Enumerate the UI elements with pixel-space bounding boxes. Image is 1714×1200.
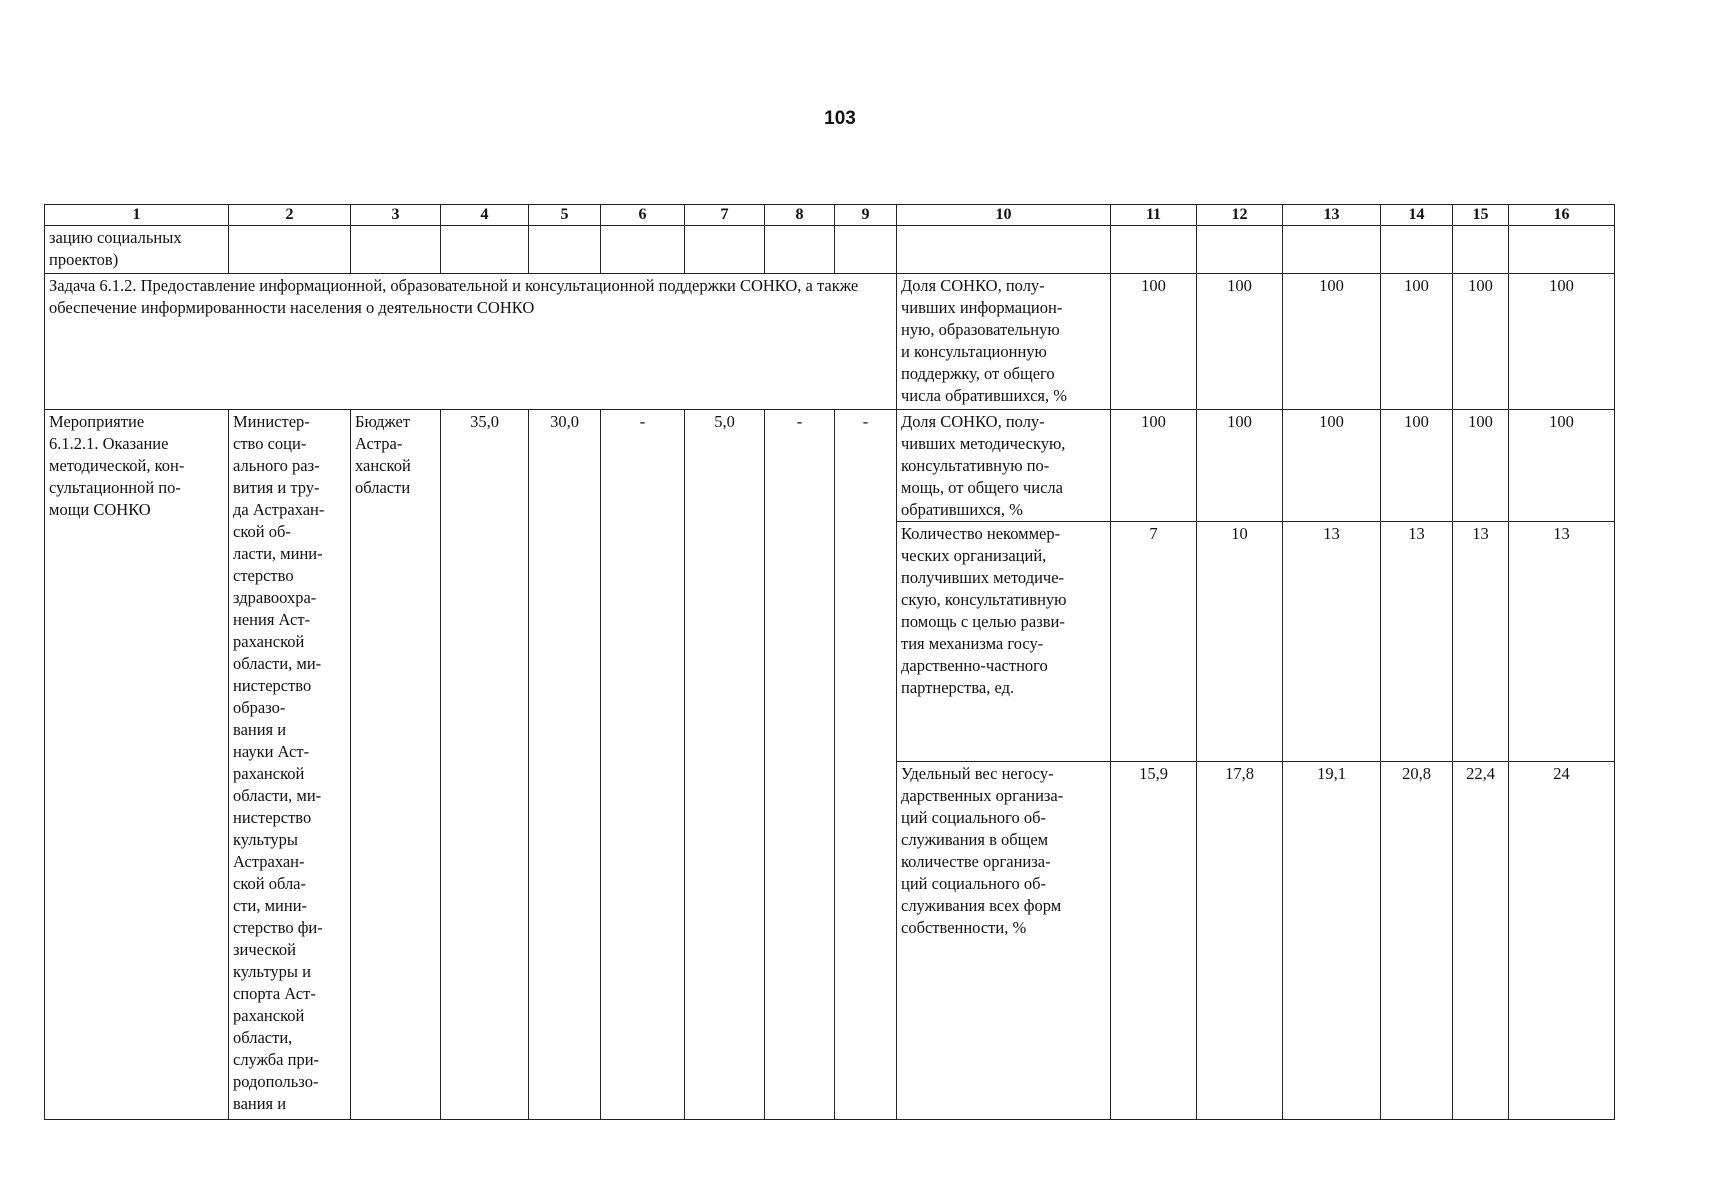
col-header-16: 16 <box>1509 205 1615 226</box>
indicator-3-text: Удельный вес негосу- дарственных организа- ций социального об- служивания в общем количестве организа- ций социального об- служивания всех форм собственности, % <box>897 762 1111 1120</box>
col-header-14: 14 <box>1381 205 1453 226</box>
measure-col-8: - <box>765 410 835 1120</box>
program-table <box>44 204 1615 1120</box>
page-number: 103 <box>824 108 856 129</box>
col-header-1: 1 <box>45 205 229 226</box>
measure-row <box>45 410 1615 522</box>
col-header-3: 3 <box>351 205 441 226</box>
indicator-1-value-11: 100 <box>1111 410 1197 522</box>
col-header-4: 4 <box>441 205 529 226</box>
indicator-1-value-13: 100 <box>1283 410 1381 522</box>
indicator-2-value-16: 13 <box>1509 522 1615 762</box>
task-value-16: 100 <box>1509 274 1615 410</box>
measure-col-9: - <box>835 410 897 1120</box>
col-header-11: 11 <box>1111 205 1197 226</box>
task-value-15: 100 <box>1453 274 1509 410</box>
measure-col-7: 5,0 <box>685 410 765 1120</box>
indicator-3-value-15: 22,4 <box>1453 762 1509 1120</box>
indicator-2-value-14: 13 <box>1381 522 1453 762</box>
indicator-1-value-16: 100 <box>1509 410 1615 522</box>
indicator-2-text: Количество некоммер- ческих организаций, получивших методиче- скую, консультативную помощь с целью разви- тия механизма госу- дарственно-частного партнерства, ед. <box>897 522 1111 762</box>
measure-col-5: 30,0 <box>529 410 601 1120</box>
indicator-2-value-12: 10 <box>1197 522 1283 762</box>
indicator-1-value-14: 100 <box>1381 410 1453 522</box>
col-header-15: 15 <box>1453 205 1509 226</box>
indicator-1-text: Доля СОНКО, полу- чивших методическую, консультативную по- мощь, от общего числа обратившихся, % <box>897 410 1111 522</box>
indicator-3-value-14: 20,8 <box>1381 762 1453 1120</box>
task-title: Задача 6.1.2. Предоставление информационной, образовательной и консультационной поддержки СОНКО, а также обеспечение информированности населения о деятельности СОНКО <box>45 274 897 410</box>
col-header-5: 5 <box>529 205 601 226</box>
indicator-2-value-11: 7 <box>1111 522 1197 762</box>
indicator-3-value-12: 17,8 <box>1197 762 1283 1120</box>
measure-col-6: - <box>601 410 685 1120</box>
indicator-3-value-11: 15,9 <box>1111 762 1197 1120</box>
column-number-row <box>45 205 1615 226</box>
indicator-3-value-16: 24 <box>1509 762 1615 1120</box>
measure-executor: Министер- ство соци- ального раз- вития и тру- да Астрахан- ской об- ласти, мини- стерство здравоохра- нения Аст- раханской области, ми- нистерство образо- вания и науки Аст- раханской области, ми- нистерство культуры Астрахан- ской обла- сти, мини- стерство фи- зической культуры и спорта Аст- раханской области, служба при- родопользо- вания и <box>229 410 351 1120</box>
indicator-2-value-15: 13 <box>1453 522 1509 762</box>
task-row <box>45 274 1615 410</box>
col-header-7: 7 <box>685 205 765 226</box>
col-header-13: 13 <box>1283 205 1381 226</box>
continuation-row <box>45 226 1615 274</box>
measure-name: Мероприятие 6.1.2.1. Оказание методической, кон- сультационной по- мощи СОНКО <box>45 410 229 1120</box>
measure-col-4: 35,0 <box>441 410 529 1120</box>
indicator-1-value-12: 100 <box>1197 410 1283 522</box>
task-value-14: 100 <box>1381 274 1453 410</box>
col-header-9: 9 <box>835 205 897 226</box>
indicator-1-value-15: 100 <box>1453 410 1509 522</box>
col-header-12: 12 <box>1197 205 1283 226</box>
col-header-6: 6 <box>601 205 685 226</box>
col-header-10: 10 <box>897 205 1111 226</box>
indicator-2-value-13: 13 <box>1283 522 1381 762</box>
task-value-13: 100 <box>1283 274 1381 410</box>
indicator-3-value-13: 19,1 <box>1283 762 1381 1120</box>
task-indicator: Доля СОНКО, полу- чивших информацион- ную, образовательную и консультационную поддержку, от общего числа обратившихся, % <box>897 274 1111 410</box>
task-value-11: 100 <box>1111 274 1197 410</box>
task-value-12: 100 <box>1197 274 1283 410</box>
measure-source: Бюджет Астра- ханской области <box>351 410 441 1120</box>
col-header-2: 2 <box>229 205 351 226</box>
col-header-8: 8 <box>765 205 835 226</box>
continuation-text: зацию социальных проектов) <box>45 226 229 274</box>
